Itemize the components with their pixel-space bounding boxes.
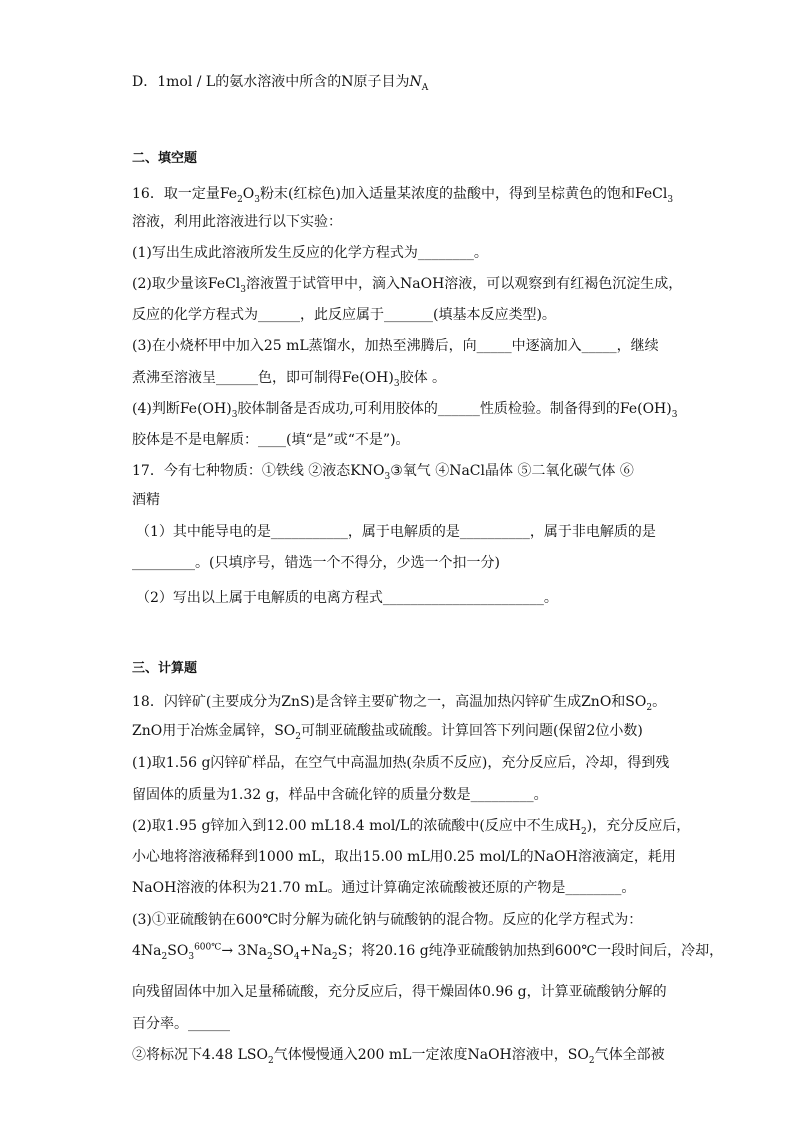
text-run: )，充分反应后，: [586, 818, 691, 834]
question-17-line: [132, 553, 500, 573]
text-run: 胶体制备是否成功,可利用胶体的______性质检验。制备得到的Fe(OH): [237, 401, 672, 417]
question-16-line: [132, 212, 342, 232]
text-run: D．1mol / L的氨水溶液中所含的N原子目为: [132, 74, 410, 90]
sub-text: 2: [295, 731, 302, 742]
text-run: O: [242, 186, 255, 202]
sub-text: 3: [384, 471, 391, 482]
text-run: 粉末(红棕色)加入适量某浓度的盐酸中，得到呈棕黄色的饱和FeCl: [260, 186, 668, 202]
sub-text: 4: [293, 951, 300, 962]
text-run: 可制亚硫酸盐或硫酸。计算回答下列问题(保留2位小数): [301, 723, 643, 739]
question-18-line: [132, 910, 642, 930]
sub-text: 2: [646, 702, 653, 713]
text-run: 气体全部被: [594, 1047, 665, 1063]
text-run: (1)取1.56 g闪锌矿样品，在空气中高温加热(杂质不反应)，充分反应后，冷却，得到残: [132, 755, 670, 771]
text-run: 百分率。______: [132, 1016, 230, 1032]
text-run: 酒精: [132, 492, 160, 508]
text-run: 反应的化学方程式为______，此反应属于_______(填基本反应类型)。: [132, 307, 556, 323]
question-16-line: [132, 430, 410, 450]
text-run: (2)取1.95 g锌加入到12.00 mL18.4 mol/L的浓硫酸中(反应中不生成H: [132, 818, 582, 834]
question-18-line: [132, 721, 643, 741]
text-run: (4)判断Fe(OH): [132, 401, 232, 417]
text-run: 胶体 。: [399, 370, 447, 386]
question-16-line: [132, 243, 488, 263]
question-18-line: [132, 1014, 230, 1034]
question-18-line: [132, 816, 690, 836]
text-run: 煮沸至溶液呈______色，即可制得Fe(OH): [132, 370, 394, 386]
equation-line: [132, 941, 723, 961]
sub-text: 2: [237, 194, 243, 205]
sub-text: 3: [393, 378, 400, 389]
text-run: 16．取一定量Fe: [132, 186, 238, 202]
text-run: NaOH溶液的体积为21.70 mL。通过计算确定浓硫酸被还原的产物是________。: [132, 880, 636, 896]
text-run: 留固体的质量为1.32 g，样品中含硫化锌的质量分数是_________。: [132, 787, 548, 803]
option-d-text: [132, 72, 428, 92]
sub-text: 2: [331, 951, 338, 962]
section-fill-in-heading: [132, 149, 197, 169]
question-16-line: [132, 399, 677, 419]
sub-text: 2: [267, 951, 273, 962]
question-18-line: [132, 1045, 665, 1065]
text-run: +Na: [299, 943, 332, 959]
question-18-line: [132, 753, 669, 773]
sub-text: 2: [588, 1055, 595, 1066]
text-run: （2）写出以上属于电解质的电离方程式_______________________。: [136, 590, 558, 606]
text-run: 小心地将溶液稀释到1000 mL，取出15.00 mL用0.25 mol/L的NaOH溶液滴定，耗用: [132, 849, 676, 865]
text-run: _________。(只填序号，错选一个不得分，少选一个扣一分): [132, 555, 500, 571]
sub-text: 2: [581, 826, 587, 837]
text-run: 二、填空题: [132, 151, 198, 166]
text-run: （1）其中能导电的是___________，属于电解质的是__________，属于非电解质的是: [136, 524, 656, 540]
sub-text: 3: [240, 284, 246, 295]
text-run: 向残留固体中加入足量稀硫酸，充分反应后，得干燥固体0.96 g，计算亚硫酸钠分解的: [132, 984, 667, 1000]
question-18-line: [132, 692, 666, 712]
text-run: ③氧气 ④NaCl晶体 ⑤二氧化碳气体 ⑥: [390, 463, 634, 479]
text-run: 4Na: [132, 943, 162, 959]
text-run: 三、计算题: [132, 661, 198, 676]
question-18-line: [132, 878, 635, 898]
text-run: ZnO用于冶炼金属锌，SO: [132, 723, 296, 739]
text-run: 胶体是不是电解质：____(填“是”或“不是”)。: [132, 432, 410, 448]
text-run: 。: [652, 694, 667, 710]
it-text: N: [409, 74, 422, 90]
sub-text: 3: [671, 409, 678, 420]
text-run: (2)取少量该FeCl: [132, 276, 241, 292]
text-run: (1)写出生成此溶液所发生反应的化学方程式为________。: [132, 245, 488, 261]
text-run: 溶液，利用此溶液进行以下实验：: [132, 214, 342, 230]
text-run: SO: [272, 943, 294, 959]
sub-text: 3: [254, 194, 261, 205]
text-run: → 3Na: [221, 943, 267, 959]
sub-text: 3: [667, 194, 674, 205]
sub-text: 2: [161, 951, 168, 962]
question-17-line: [136, 588, 558, 608]
question-17-line: [132, 461, 634, 481]
text-run: (3)①亚硫酸钠在600℃时分解为硫化钠与硫酸钠的混合物。反应的化学方程式为：: [132, 912, 643, 928]
text-run: S；将20.16 g纯净亚硫酸钠加热到600℃一段时间后，冷却，: [337, 943, 724, 959]
question-18-line: [132, 847, 676, 867]
question-16-line: [132, 336, 659, 356]
text-run: 溶液置于试管甲中，滴入NaOH溶液，可以观察到有红褐色沉淀生成，: [246, 276, 683, 292]
question-17-line: [136, 522, 656, 542]
sub-text: 2: [268, 1055, 274, 1066]
question-16-line: [132, 274, 682, 294]
text-run: SO: [167, 943, 189, 959]
question-16-line: [132, 184, 673, 204]
question-18-line: [132, 982, 667, 1002]
question-16-line: [132, 305, 556, 325]
sub-text: 3: [188, 951, 195, 962]
sup-text: 600℃: [194, 942, 222, 953]
sub-text: 3: [231, 409, 238, 420]
section-calculation-heading: [132, 659, 197, 679]
question-17-line: [132, 490, 160, 510]
text-run: 17．今有七种物质：①铁线 ②液态KNO: [132, 463, 385, 479]
question-16-line: [132, 368, 446, 388]
text-run: 18．闪锌矿(主要成分为ZnS)是含锌主要矿物之一，高温加热闪锌矿生成ZnO和SO: [132, 694, 647, 710]
sub-text: A: [421, 82, 429, 93]
text-run: 气体慢慢通入200 mL一定浓度NaOH溶液中，SO: [273, 1047, 589, 1063]
question-18-line: [132, 785, 548, 805]
text-run: (3)在小烧杯甲中加入25 mL蒸馏水，加热至沸腾后，向_____中逐滴加入_____，继续: [132, 338, 659, 354]
text-run: ②将标况下4.48 LSO: [132, 1047, 268, 1063]
